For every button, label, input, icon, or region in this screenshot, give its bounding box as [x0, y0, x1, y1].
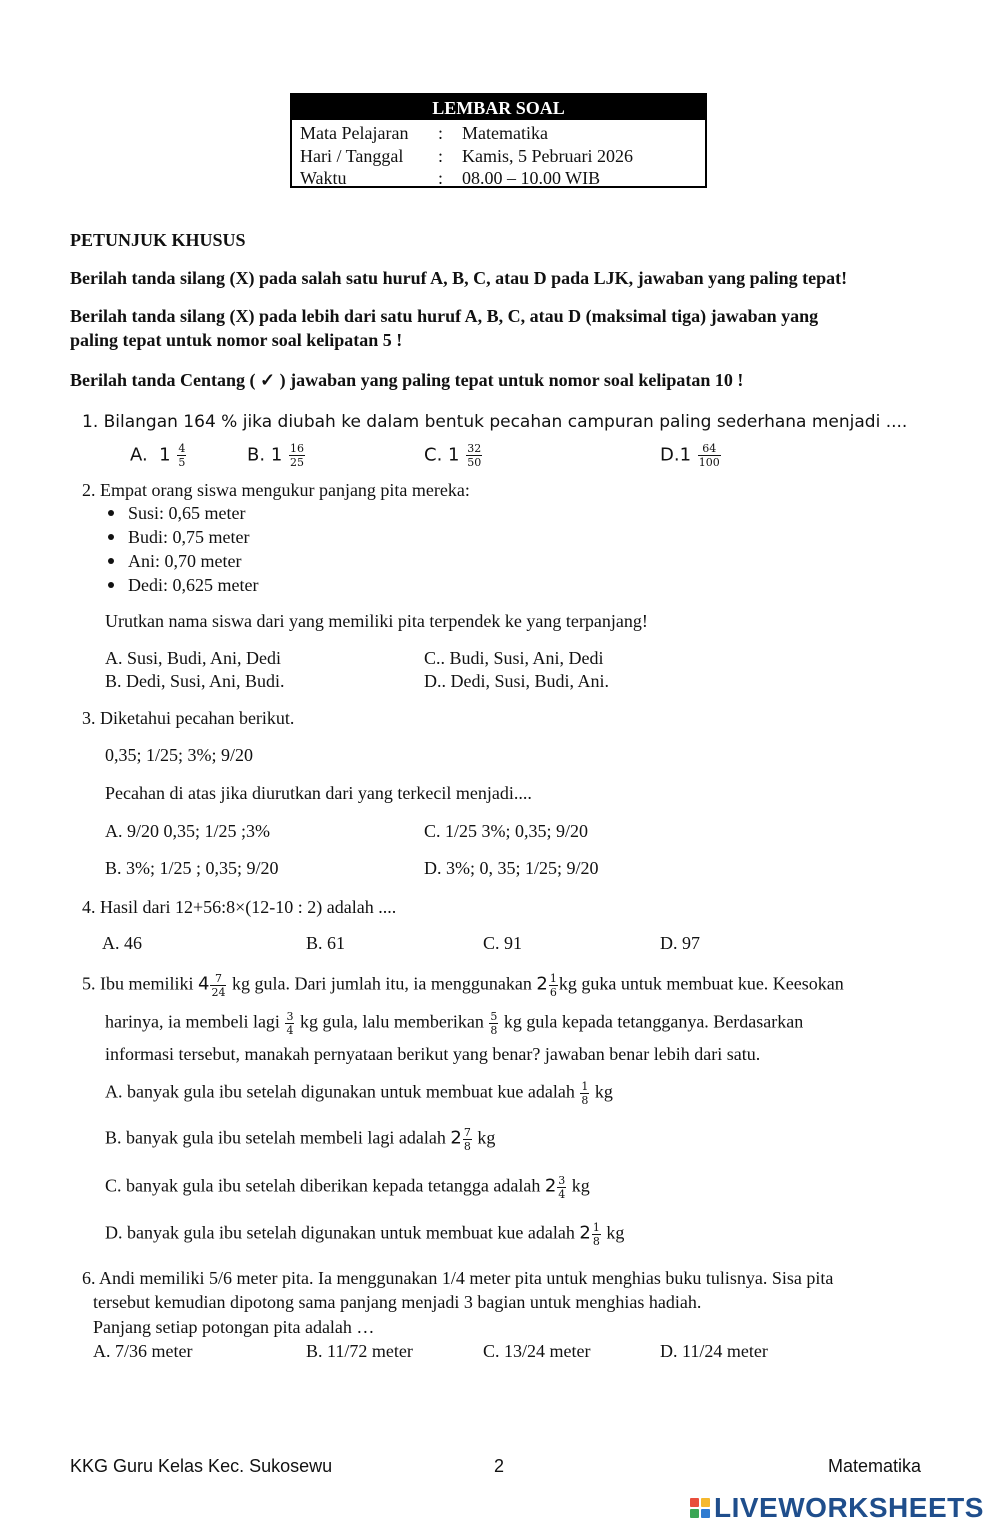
q5-line-2: [105, 1010, 803, 1037]
liveworksheets-logo: [690, 1494, 984, 1522]
fraction: [466, 442, 482, 469]
liveworksheets-logo-icon: [690, 1498, 710, 1518]
option-label: A.: [130, 444, 148, 466]
q6-option-d[interactable]: D. 11/24 meter: [660, 1341, 768, 1361]
bullet-icon: [108, 534, 114, 540]
q1-option-b[interactable]: [247, 442, 306, 469]
bullet-text: Budi: 0,75 meter: [128, 527, 250, 547]
q5-line-3: informasi tersebut, manakah pernyataan berikut yang benar? jawaban benar lebih dari satu.: [105, 1044, 761, 1064]
q5-text: kg guka untuk membuat kue. Keesokan: [558, 973, 844, 994]
mixed-whole: 2: [536, 973, 548, 995]
header-box: [290, 93, 707, 188]
q5-text: harinya, ia membeli lagi: [105, 1011, 280, 1032]
q3-question: Pecahan di atas jika diurutkan dari yang terkecil menjadi....: [105, 783, 532, 803]
numerator: 7: [214, 972, 222, 985]
logo-square: [701, 1498, 710, 1507]
instruction-line-2b: paling tepat untuk nomor soal kelipatan 5 !: [70, 330, 403, 350]
header-value: Matematika: [462, 123, 548, 143]
q5-option-c[interactable]: [105, 1174, 590, 1201]
numerator: 5: [490, 1010, 498, 1023]
mixed-whole: 2: [450, 1127, 462, 1149]
header-value: Kamis, 5 Pebruari 2026: [462, 146, 633, 166]
header-row-subject: [300, 122, 548, 144]
bullet-text: Susi: 0,65 meter: [128, 503, 246, 523]
bullet-icon: [108, 558, 114, 564]
option-text: B. banyak gula ibu setelah membeli lagi adalah: [105, 1127, 446, 1148]
numerator: 7: [463, 1126, 471, 1139]
q2-question: Urutkan nama siswa dari yang memiliki pita terpendek ke yang terpanjang!: [105, 611, 648, 631]
option-whole: 1: [159, 444, 171, 466]
fraction: [177, 442, 186, 469]
option-label: D.: [660, 444, 680, 466]
numerator: 3: [286, 1010, 294, 1023]
q4-option-d[interactable]: D. 97: [660, 933, 700, 953]
footer-right: Matematika: [828, 1456, 922, 1476]
q3-option-a[interactable]: A. 9/20 0,35; 1/25 ;3%: [105, 821, 270, 841]
q2-bullet-item: [108, 503, 246, 524]
denominator: 8: [581, 1094, 589, 1107]
denominator: 25: [290, 456, 304, 469]
denominator: 24: [211, 986, 226, 999]
q5-option-a[interactable]: [105, 1080, 613, 1107]
option-whole: 1: [448, 444, 460, 466]
numerator: 32: [467, 442, 482, 455]
bullet-icon: [108, 582, 114, 588]
numerator: 16: [290, 442, 304, 455]
denominator: 50: [467, 456, 482, 469]
instruction-line-2a: Berilah tanda silang (X) pada lebih dari satu huruf A, B, C, atau D (maksimal tiga) jawaban yang: [70, 306, 819, 326]
q5-option-b[interactable]: [105, 1126, 495, 1153]
q3-values: 0,35; 1/25; 3%; 9/20: [105, 745, 253, 765]
fraction: [289, 442, 305, 469]
header-row-date: [300, 145, 633, 167]
header-label: Waktu: [300, 168, 347, 188]
q3-text: 3. Diketahui pecahan berikut.: [82, 708, 295, 728]
header-sep: :: [438, 123, 444, 143]
denominator: 100: [698, 456, 720, 469]
q3-option-c[interactable]: C. 1/25 3%; 0,35; 9/20: [424, 821, 589, 841]
option-whole: 1: [270, 444, 283, 466]
numerator: 4: [178, 442, 186, 455]
numerator: 1: [581, 1080, 589, 1093]
q5-text: kg gula. Dari jumlah itu, ia menggunakan: [231, 973, 532, 994]
denominator: 8: [490, 1024, 498, 1037]
q2-option-b[interactable]: B. Dedi, Susi, Ani, Budi.: [105, 671, 285, 691]
header-value: 08.00 – 10.00 WIB: [462, 168, 601, 188]
denominator: 4: [286, 1024, 294, 1037]
numerator: 1: [592, 1221, 600, 1234]
q5-text: 5. Ibu memiliki: [82, 973, 194, 994]
header-label: Mata Pelajaran: [300, 123, 409, 143]
instructions-heading: PETUNJUK KHUSUS: [70, 230, 246, 250]
q6-line-3: Panjang setiap potongan pita adalah …: [93, 1317, 375, 1337]
instruction-line-3: Berilah tanda Centang ( ✓ ) jawaban yang paling tepat untuk nomor soal kelipatan 10 !: [70, 370, 744, 390]
q4-option-a[interactable]: A. 46: [102, 933, 142, 953]
bullet-text: Dedi: 0,625 meter: [128, 575, 259, 595]
fraction: [557, 1174, 566, 1201]
unit: kg: [477, 1127, 496, 1148]
mixed-whole: 2: [579, 1222, 591, 1244]
q5-text: kg gula kepada tetangganya. Berdasarkan: [503, 1011, 804, 1032]
q6-option-b[interactable]: B. 11/72 meter: [306, 1341, 413, 1361]
fraction: [285, 1010, 294, 1037]
header-label: Hari / Tanggal: [300, 146, 404, 166]
q5-option-d[interactable]: [105, 1221, 624, 1248]
instruction-line-1: Berilah tanda silang (X) pada salah satu huruf A, B, C, atau D pada LJK, jawaban yang paling tepat!: [70, 268, 848, 288]
denominator: 4: [558, 1188, 566, 1201]
q4-text: 4. Hasil dari 12+56:8×(12-10 : 2) adalah ....: [82, 897, 397, 917]
option-text: D. banyak gula ibu setelah digunakan untuk membuat kue adalah: [105, 1222, 575, 1243]
q2-bullet-item: [108, 575, 258, 596]
q1-option-a[interactable]: [130, 442, 187, 469]
logo-text: LIVEWORKSHEETS: [714, 1492, 984, 1523]
denominator: 5: [178, 456, 186, 469]
q6-option-c[interactable]: C. 13/24 meter: [483, 1341, 591, 1361]
denominator: 8: [463, 1140, 471, 1153]
fraction: [592, 1221, 601, 1248]
fraction: [210, 972, 226, 999]
q1-option-c[interactable]: [424, 442, 483, 469]
q3-option-d[interactable]: D. 3%; 0, 35; 1/25; 9/20: [424, 858, 599, 878]
fraction: [549, 972, 558, 999]
q2-text: 2. Empat orang siswa mengukur panjang pita mereka:: [82, 480, 470, 500]
fraction: [463, 1126, 472, 1153]
fraction: [580, 1080, 589, 1107]
unit: kg: [606, 1222, 625, 1243]
header-row-time: [300, 167, 600, 189]
footer-page-number: 2: [494, 1456, 505, 1476]
option-label: C.: [424, 444, 443, 466]
q2-option-d[interactable]: D.. Dedi, Susi, Budi, Ani.: [424, 671, 610, 691]
q5-line-1: [82, 972, 844, 999]
q2-bullet-item: [108, 551, 241, 572]
option-whole: 1: [679, 444, 692, 466]
logo-square: [690, 1509, 699, 1518]
bullet-text: Ani: 0,70 meter: [128, 551, 242, 571]
unit: kg: [594, 1081, 613, 1102]
footer-left: KKG Guru Kelas Kec. Sukosewu: [70, 1456, 333, 1476]
q6-option-a[interactable]: A. 7/36 meter: [93, 1341, 193, 1361]
q2-option-a[interactable]: A. Susi, Budi, Ani, Dedi: [105, 648, 282, 668]
option-label: B.: [247, 444, 266, 466]
option-text: C. banyak gula ibu setelah diberikan kepada tetangga adalah: [105, 1175, 541, 1196]
fraction: [489, 1010, 498, 1037]
numerator: 64: [702, 442, 717, 455]
numerator: 1: [549, 972, 557, 985]
q5-text: kg gula, lalu memberikan: [299, 1011, 484, 1032]
q3-option-b[interactable]: B. 3%; 1/25 ; 0,35; 9/20: [105, 858, 279, 878]
logo-square: [701, 1509, 710, 1518]
q6-line-1: 6. Andi memiliki 5/6 meter pita. Ia menggunakan 1/4 meter pita untuk menghias buku tulisnya. Sisa pita: [82, 1268, 834, 1288]
q4-option-c[interactable]: C. 91: [483, 933, 523, 953]
fraction: [698, 442, 721, 469]
mixed-whole: 4: [198, 973, 210, 995]
unit: kg: [571, 1175, 590, 1196]
denominator: 6: [549, 986, 557, 999]
numerator: 3: [558, 1174, 566, 1187]
logo-square: [690, 1498, 699, 1507]
option-text: A. banyak gula ibu setelah digunakan untuk membuat kue adalah: [105, 1081, 575, 1102]
q4-option-b[interactable]: B. 61: [306, 933, 346, 953]
header-sep: :: [438, 168, 444, 188]
bullet-icon: [108, 510, 114, 516]
q1-text: 1. Bilangan 164 % jika diubah ke dalam bentuk pecahan campuran paling sederhana menjadi ....: [82, 412, 908, 432]
q1-option-d[interactable]: [660, 442, 722, 469]
header-sep: :: [438, 146, 444, 166]
header-title: LEMBAR SOAL: [292, 95, 705, 120]
mixed-whole: 2: [544, 1175, 557, 1197]
q2-option-c[interactable]: C.. Budi, Susi, Ani, Dedi: [424, 648, 604, 668]
q6-line-2: tersebut kemudian dipotong sama panjang menjadi 3 bagian untuk menghias hadiah.: [93, 1292, 702, 1312]
q2-bullet-item: [108, 527, 249, 548]
denominator: 8: [592, 1235, 600, 1248]
